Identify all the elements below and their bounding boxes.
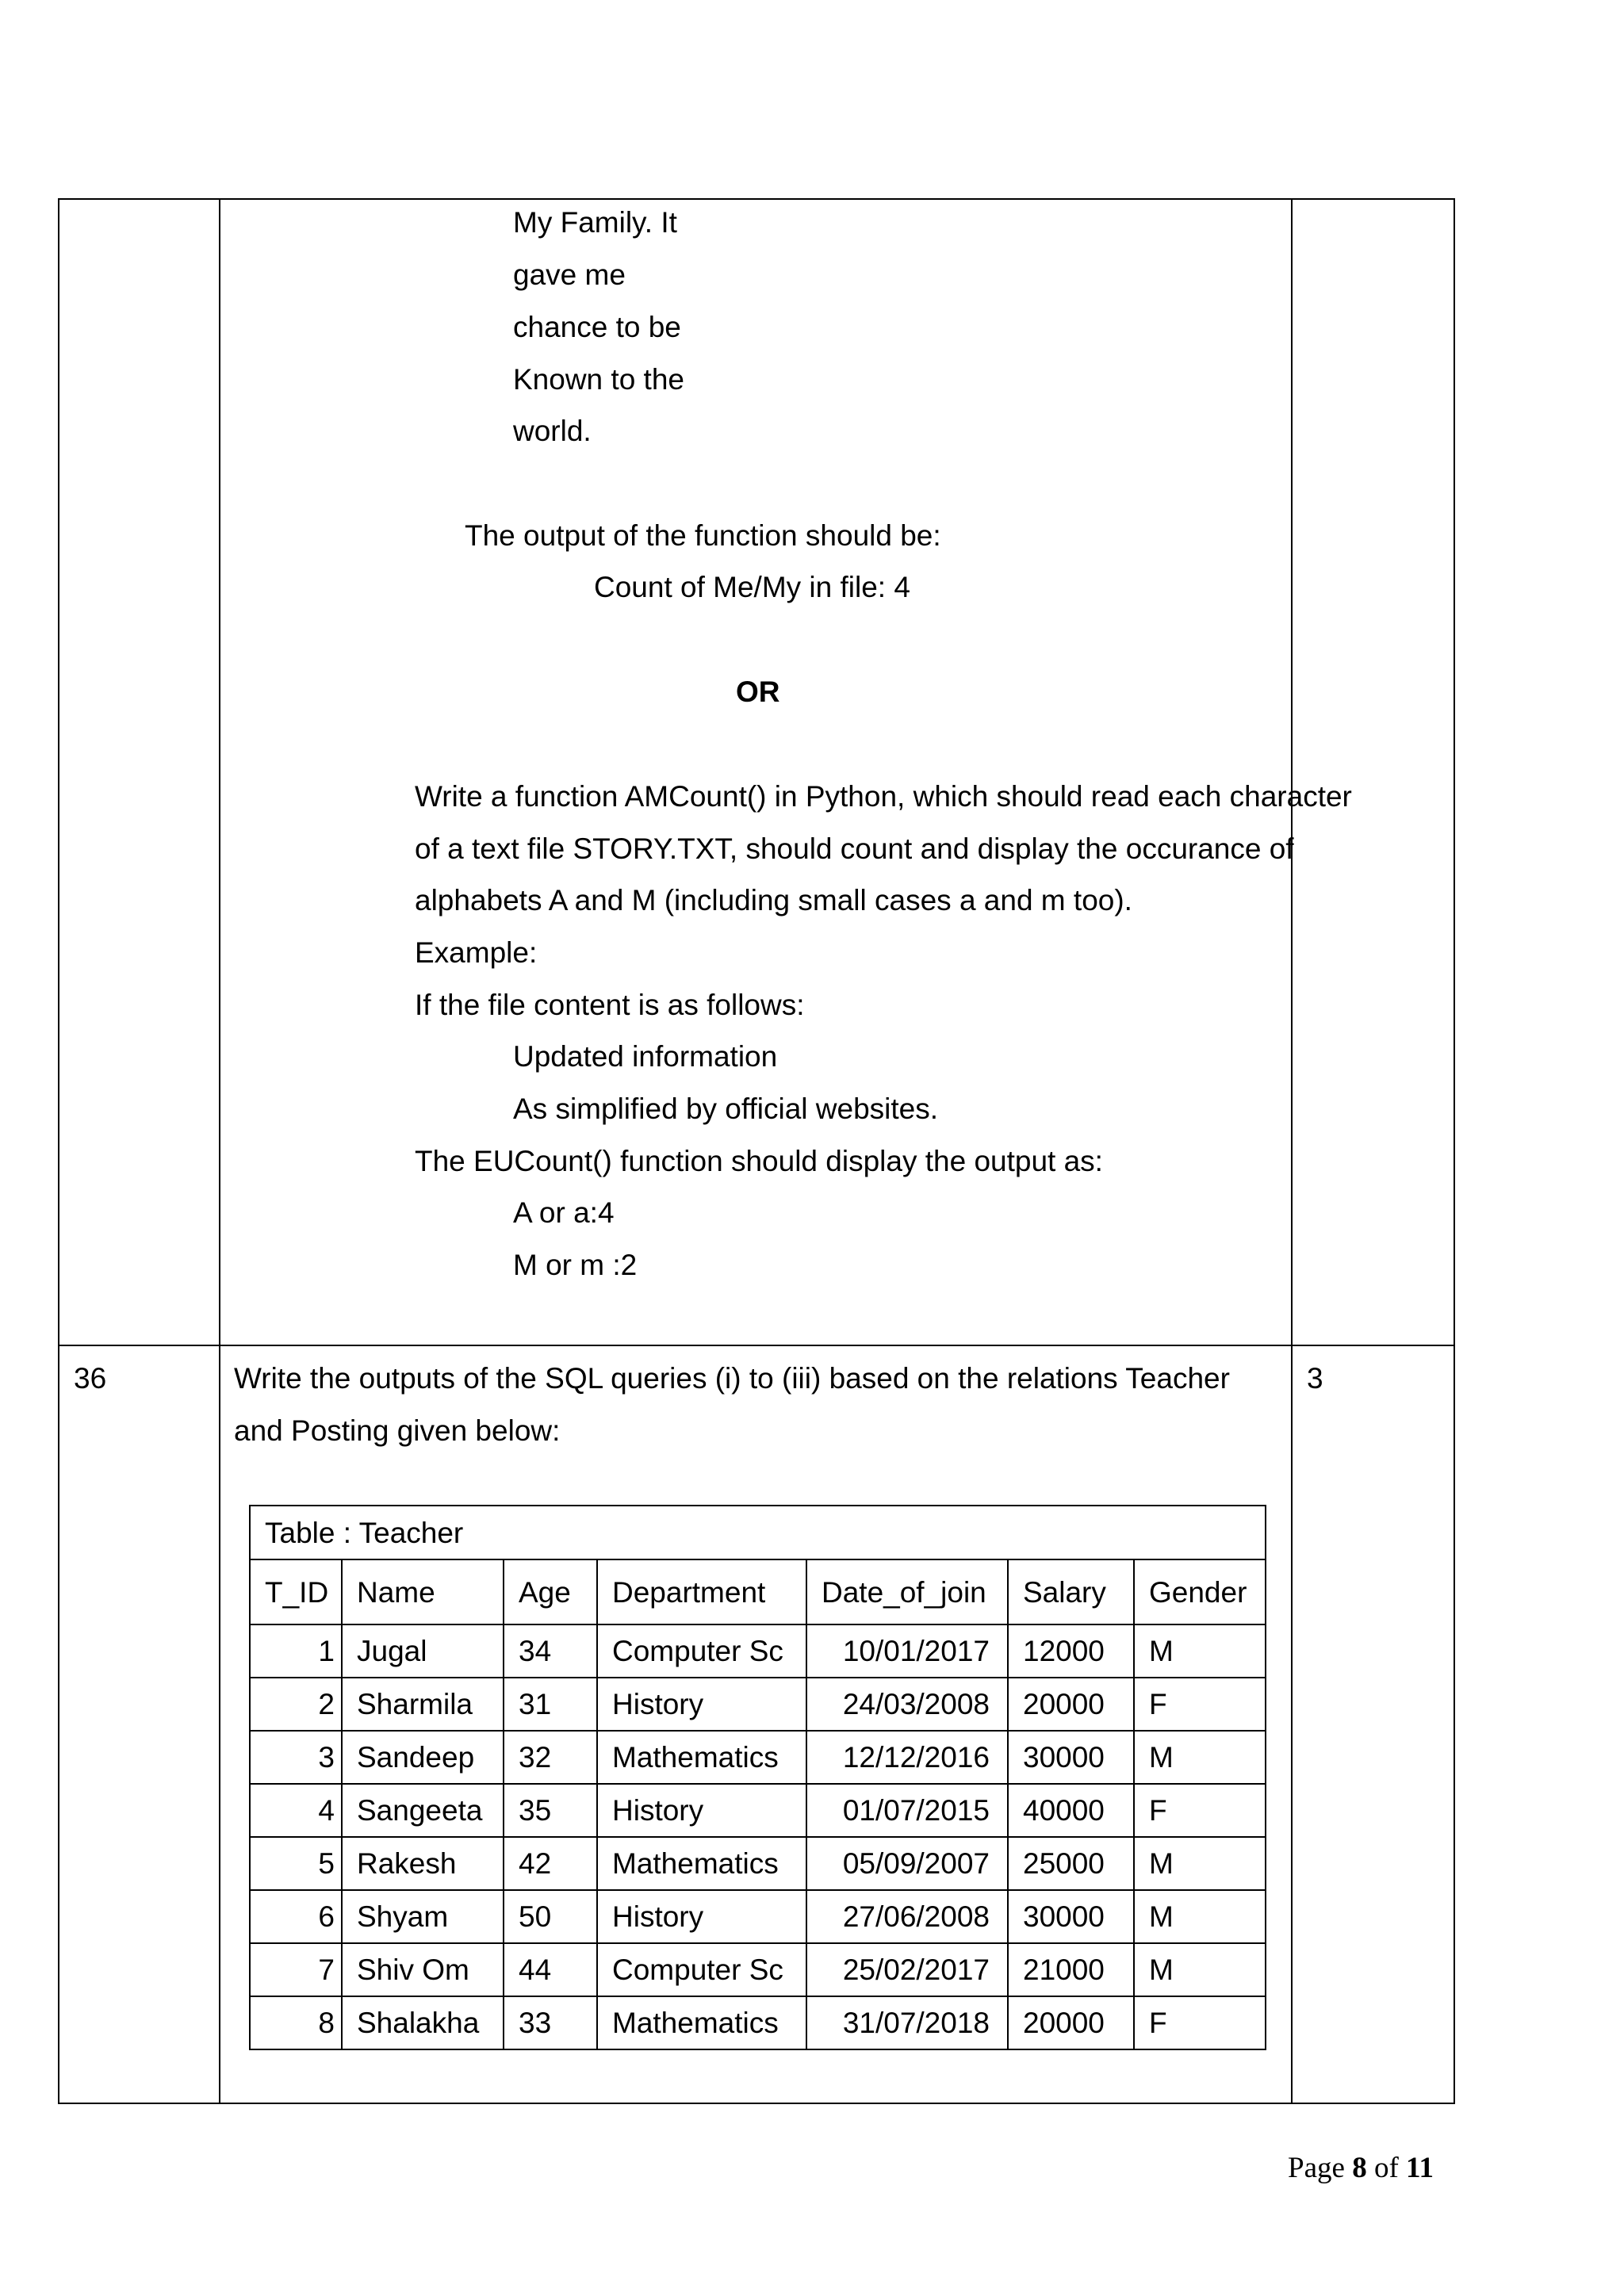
table-cell: Shalakha [342, 1996, 504, 2049]
table-cell: Shyam [342, 1890, 504, 1943]
table-caption-row [250, 1506, 1266, 1559]
total-page-count: 11 [1406, 2152, 1434, 2184]
table-cell: Rakesh [342, 1837, 504, 1890]
table-cell: 01/07/2015 [806, 1784, 1008, 1837]
marks-cell [1292, 199, 1454, 1345]
table-cell: 44 [504, 1943, 597, 1996]
table-cell: M [1134, 1624, 1266, 1678]
table-header-row [250, 1559, 1266, 1624]
table-cell: History [597, 1678, 806, 1731]
table-cell: 31 [504, 1678, 597, 1731]
column-header: T_ID [250, 1559, 342, 1624]
table-cell: 30000 [1008, 1890, 1134, 1943]
question-text-line: The EUCount() function should display the output as: [415, 1145, 1103, 1177]
question-text-line: Write a function AMCount() in Python, which should read each character [415, 780, 1352, 813]
table-cell: Shiv Om [342, 1943, 504, 1996]
table-cell: 25000 [1008, 1837, 1134, 1890]
table-cell: 7 [250, 1943, 342, 1996]
table-row [250, 1678, 1266, 1731]
table-row [250, 1996, 1266, 2049]
table-cell: 6 [250, 1890, 342, 1943]
table-cell: 05/09/2007 [806, 1837, 1008, 1890]
table-cell: 3 [250, 1731, 342, 1784]
table-cell: History [597, 1784, 806, 1837]
column-header: Salary [1008, 1559, 1134, 1624]
table-row [250, 1624, 1266, 1678]
file-content-line: As simplified by official websites. [513, 1093, 939, 1125]
current-page-number: 8 [1352, 2152, 1367, 2184]
table-cell: Sandeep [342, 1731, 504, 1784]
file-content-line: Updated information [513, 1040, 778, 1073]
column-header: Gender [1134, 1559, 1266, 1624]
table-row [250, 1784, 1266, 1837]
table-cell: 5 [250, 1837, 342, 1890]
question-text-line: Write the outputs of the SQL queries (i) to (iii) based on the relations Teacher [234, 1362, 1230, 1395]
table-cell: 33 [504, 1996, 597, 2049]
table-cell: 20000 [1008, 1678, 1134, 1731]
question-text-line: alphabets A and M (including small cases a and m too). [415, 884, 1132, 916]
table-row [250, 1731, 1266, 1784]
table-cell: 20000 [1008, 1996, 1134, 2049]
table-cell: 30000 [1008, 1731, 1134, 1784]
expected-output-text: Count of Me/My in file: 4 [594, 571, 910, 603]
marks-value: 3 [1307, 1362, 1323, 1395]
table-cell: 24/03/2008 [806, 1678, 1008, 1731]
table-cell: 12000 [1008, 1624, 1134, 1678]
question-number: 36 [74, 1362, 107, 1395]
table-cell: 40000 [1008, 1784, 1134, 1837]
question-text-line: and Posting given below: [234, 1414, 561, 1447]
table-row [250, 1943, 1266, 1996]
table-cell: 2 [250, 1678, 342, 1731]
table-cell: 50 [504, 1890, 597, 1943]
page-of-label: of [1366, 2152, 1407, 2184]
table-cell: 21000 [1008, 1943, 1134, 1996]
expected-output-text: A or a:4 [513, 1196, 615, 1229]
table-row [250, 1837, 1266, 1890]
table-cell: 34 [504, 1624, 597, 1678]
table-cell: F [1134, 1784, 1266, 1837]
page-label: Page [1288, 2152, 1353, 2184]
expected-output-text: M or m :2 [513, 1249, 638, 1281]
column-header: Department [597, 1559, 806, 1624]
question-text-cell [220, 199, 1352, 1345]
example-label: Example: [415, 936, 538, 969]
table-cell: 8 [250, 1996, 342, 2049]
table-cell: 31/07/2018 [806, 1996, 1008, 2049]
marks-cell [1292, 1345, 1454, 2103]
table-caption: Table : Teacher [250, 1506, 1266, 1559]
file-content-line: Known to the [513, 363, 684, 396]
table-cell: M [1134, 1837, 1266, 1890]
question-row-35-continued [59, 199, 1454, 1345]
table-cell: M [1134, 1731, 1266, 1784]
table-cell: 32 [504, 1731, 597, 1784]
question-number-cell [59, 1345, 220, 2103]
question-text-line: of a text file STORY.TXT, should count and display the occurance of [415, 832, 1294, 865]
table-cell: 4 [250, 1784, 342, 1837]
table-cell: Mathematics [597, 1837, 806, 1890]
question-row-36 [59, 1345, 1454, 2103]
table-cell: 35 [504, 1784, 597, 1837]
table-cell: Mathematics [597, 1996, 806, 2049]
question-text-cell [220, 1345, 1292, 2103]
question-number-cell [59, 199, 220, 1345]
table-cell: Computer Sc [597, 1624, 806, 1678]
file-content-line: chance to be [513, 311, 681, 343]
output-intro-text: The output of the function should be: [465, 519, 941, 552]
table-cell: M [1134, 1943, 1266, 1996]
table-cell: 1 [250, 1624, 342, 1678]
question-table [58, 198, 1455, 2104]
table-cell: Jugal [342, 1624, 504, 1678]
table-cell: Computer Sc [597, 1943, 806, 1996]
column-header: Name [342, 1559, 504, 1624]
table-cell: Sharmila [342, 1678, 504, 1731]
table-cell: 25/02/2017 [806, 1943, 1008, 1996]
page-footer [1288, 2151, 1434, 2185]
question-text-line: If the file content is as follows: [415, 989, 805, 1021]
table-cell: F [1134, 1678, 1266, 1731]
or-separator: OR [736, 675, 780, 708]
file-content-line: gave me [513, 258, 626, 291]
column-header: Date_of_join [806, 1559, 1008, 1624]
table-cell: 27/06/2008 [806, 1890, 1008, 1943]
file-content-line: world. [513, 415, 592, 447]
table-cell: Mathematics [597, 1731, 806, 1784]
table-cell: F [1134, 1996, 1266, 2049]
teacher-table [249, 1505, 1266, 2050]
table-cell: M [1134, 1890, 1266, 1943]
table-cell: History [597, 1890, 806, 1943]
table-cell: Sangeeta [342, 1784, 504, 1837]
table-cell: 12/12/2016 [806, 1731, 1008, 1784]
file-content-line: My Family. It [513, 206, 677, 239]
table-row [250, 1890, 1266, 1943]
table-cell: 10/01/2017 [806, 1624, 1008, 1678]
column-header: Age [504, 1559, 597, 1624]
table-cell: 42 [504, 1837, 597, 1890]
